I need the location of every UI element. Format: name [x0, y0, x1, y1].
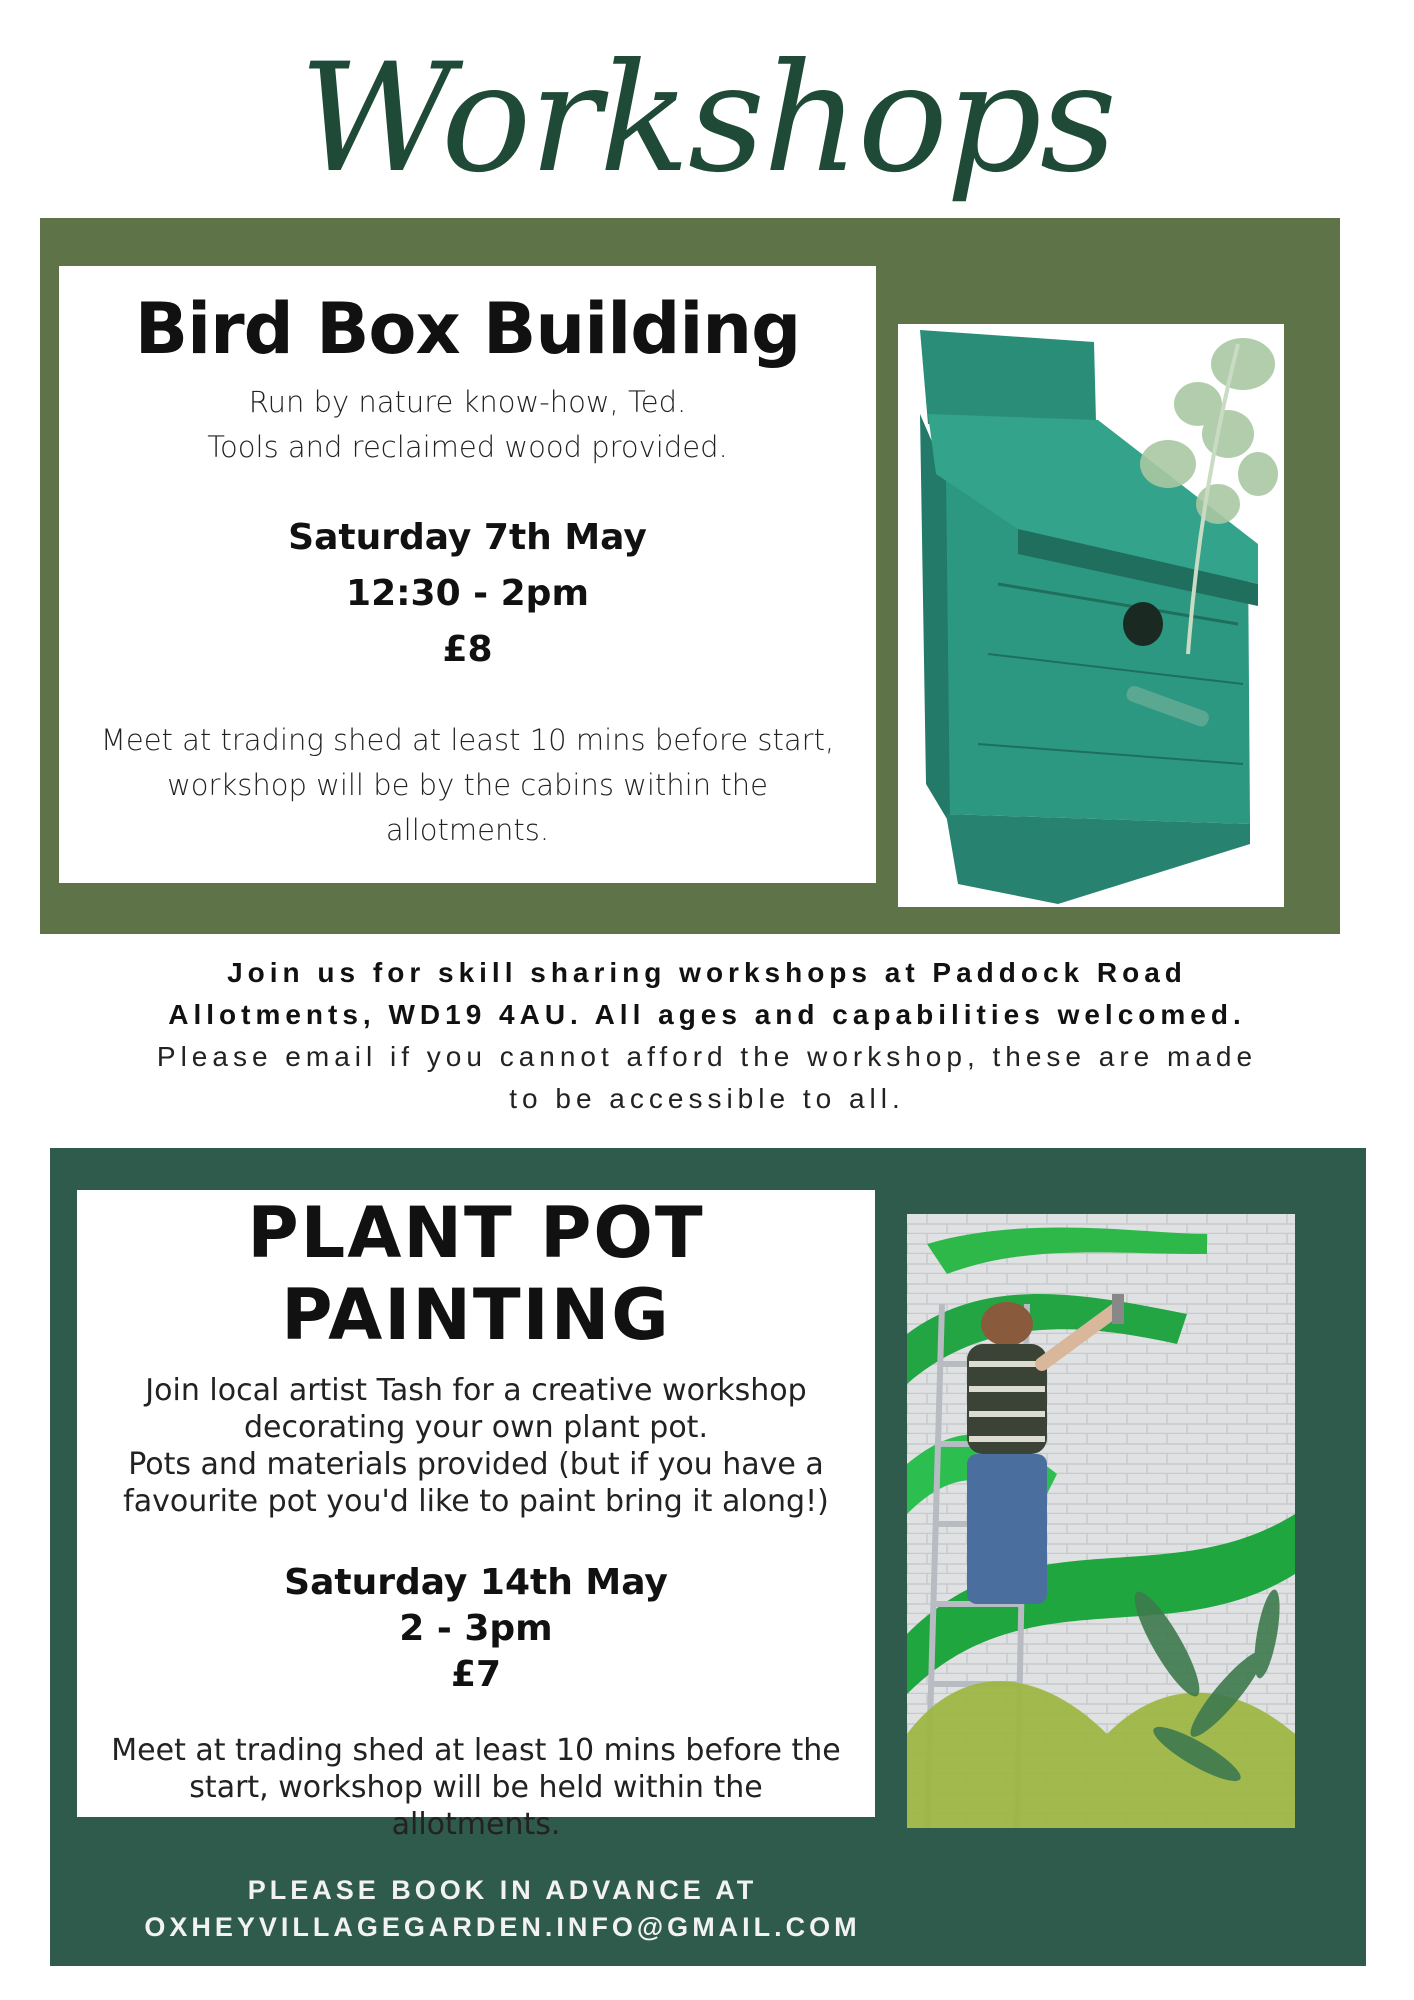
plant-pot-desc-line: Join local artist Tash for a creative workshop — [145, 1373, 807, 1408]
bird-box-time: 12:30 - 2pm — [346, 573, 589, 614]
bird-box-card — [59, 266, 876, 883]
bird-box-date: Saturday 7th May — [288, 517, 647, 558]
page-title-text: Workshops — [299, 32, 1115, 206]
bird-box-desc-line: Tools and reclaimed wood provided. — [207, 430, 728, 464]
plant-pot-meet-line: start, workshop will be held within the — [189, 1770, 763, 1805]
bird-box-heading: Bird Box Building — [134, 288, 801, 370]
plant-pot-desc-line: decorating your own plant pot. — [244, 1410, 708, 1445]
page-title — [0, 10, 1414, 220]
plant-pot-desc-line: Pots and materials provided (but if you have a — [128, 1447, 824, 1482]
plant-pot-price: £7 — [450, 1654, 502, 1695]
info-line: Join us for skill sharing workshops at Paddock Road — [227, 957, 1187, 988]
booking-info — [50, 1872, 955, 1946]
bird-box-photo — [898, 324, 1284, 907]
bird-box-price: £8 — [442, 629, 493, 670]
booking-email-link[interactable]: OXHEYVILLAGEGARDEN.INFO@GMAIL.COM — [144, 1912, 861, 1942]
plant-pot-meet-line: allotments. — [391, 1807, 561, 1842]
booking-line: PLEASE BOOK IN ADVANCE AT — [247, 1875, 758, 1905]
info-text — [100, 952, 1314, 1120]
bird-box-meet-line: Meet at trading shed at least 10 mins before start, — [100, 723, 835, 757]
plant-pot-meet-line: Meet at trading shed at least 10 mins before the — [111, 1733, 841, 1768]
plant-pot-date: Saturday 14th May — [284, 1562, 668, 1603]
plant-pot-time: 2 - 3pm — [399, 1608, 553, 1649]
bird-box-meet-line: allotments. — [385, 813, 550, 847]
plant-pot-desc-line: favourite pot you'd like to paint bring it along!) — [123, 1484, 829, 1519]
bird-box-meet-line: workshop will be by the cabins within the — [167, 768, 768, 802]
plant-pot-heading: PLANT POT PAINTING — [247, 1192, 705, 1356]
plant-pot-card — [77, 1190, 875, 1842]
bird-box-desc-line: Run by nature know-how, Ted. — [248, 385, 687, 419]
artist-photo — [907, 1214, 1295, 1828]
info-line: Allotments, WD19 4AU. All ages and capabilities welcomed. — [168, 999, 1246, 1030]
info-line: to be accessible to all. — [509, 1083, 905, 1114]
info-line: Please email if you cannot afford the workshop, these are made — [156, 1041, 1258, 1072]
